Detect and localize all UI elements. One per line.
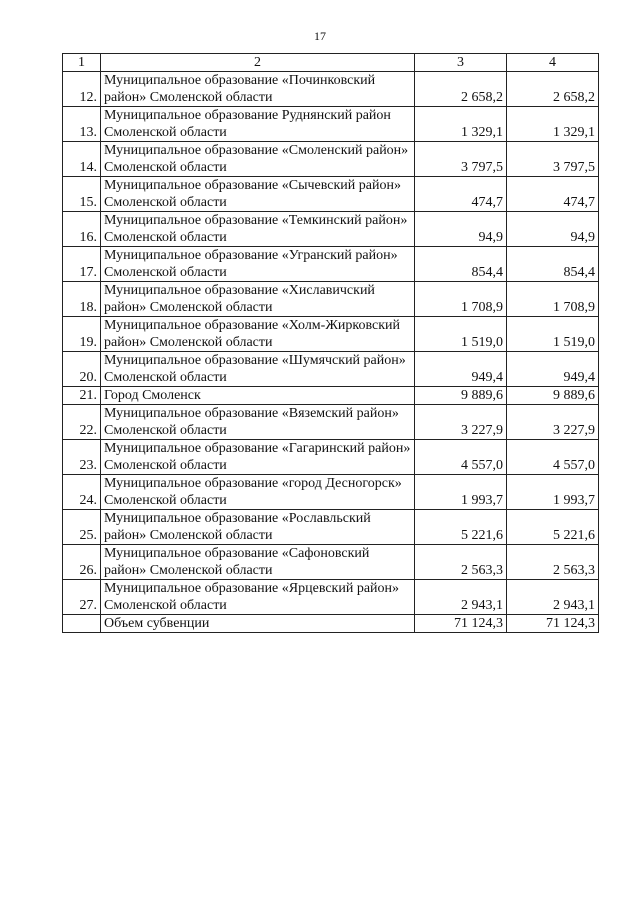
value-column-3: 2 563,3 — [415, 545, 507, 580]
table-row — [63, 352, 599, 387]
municipality-name: Город Смоленск — [101, 387, 415, 405]
table-row — [63, 545, 599, 580]
municipality-name: Муниципальное образование «Сычевский район» Смоленской области — [101, 177, 415, 212]
value-column-4: 1 993,7 — [507, 475, 599, 510]
value-column-4: 5 221,6 — [507, 510, 599, 545]
value-column-4: 1 329,1 — [507, 107, 599, 142]
table-row — [63, 177, 599, 212]
row-number: 27. — [63, 580, 101, 615]
value-column-3: 94,9 — [415, 212, 507, 247]
municipality-name: Муниципальное образование «Шумячский район» Смоленской области — [101, 352, 415, 387]
municipality-name: Муниципальное образование «город Десногорск» Смоленской области — [101, 475, 415, 510]
table-row — [63, 72, 599, 107]
table-body — [63, 72, 599, 633]
row-number: 14. — [63, 142, 101, 177]
value-column-4: 474,7 — [507, 177, 599, 212]
value-column-3: 3 227,9 — [415, 405, 507, 440]
row-number: 17. — [63, 247, 101, 282]
column-header-1: 1 — [63, 54, 101, 72]
value-column-3: 474,7 — [415, 177, 507, 212]
row-number: 16. — [63, 212, 101, 247]
row-number: 15. — [63, 177, 101, 212]
municipality-name: Объем субвенции — [101, 615, 415, 633]
row-number: 26. — [63, 545, 101, 580]
row-number: 13. — [63, 107, 101, 142]
value-column-4: 71 124,3 — [507, 615, 599, 633]
row-number: 22. — [63, 405, 101, 440]
value-column-3: 4 557,0 — [415, 440, 507, 475]
value-column-3: 5 221,6 — [415, 510, 507, 545]
value-column-3: 949,4 — [415, 352, 507, 387]
row-number — [63, 615, 101, 633]
row-number: 21. — [63, 387, 101, 405]
row-number: 19. — [63, 317, 101, 352]
row-number: 12. — [63, 72, 101, 107]
municipality-name: Муниципальное образование «Хиславичский район» Смоленской области — [101, 282, 415, 317]
table-header-row — [63, 54, 599, 72]
value-column-3: 1 708,9 — [415, 282, 507, 317]
table-row — [63, 142, 599, 177]
value-column-3: 2 943,1 — [415, 580, 507, 615]
municipality-name: Муниципальное образование «Сафоновский район» Смоленской области — [101, 545, 415, 580]
value-column-4: 949,4 — [507, 352, 599, 387]
value-column-3: 1 329,1 — [415, 107, 507, 142]
table-row — [63, 387, 599, 405]
value-column-4: 1 708,9 — [507, 282, 599, 317]
value-column-4: 94,9 — [507, 212, 599, 247]
subvention-table — [62, 53, 599, 633]
value-column-3: 1 993,7 — [415, 475, 507, 510]
municipality-name: Муниципальное образование «Вяземский район» Смоленской области — [101, 405, 415, 440]
municipality-name: Муниципальное образование «Смоленский район» Смоленской области — [101, 142, 415, 177]
municipality-name: Муниципальное образование «Холм-Жирковский район» Смоленской области — [101, 317, 415, 352]
value-column-4: 9 889,6 — [507, 387, 599, 405]
value-column-3: 3 797,5 — [415, 142, 507, 177]
value-column-4: 2 658,2 — [507, 72, 599, 107]
row-number: 24. — [63, 475, 101, 510]
page-number: 17 — [314, 29, 326, 43]
municipality-name: Муниципальное образование «Гагаринский район» Смоленской области — [101, 440, 415, 475]
table-row — [63, 107, 599, 142]
row-number: 18. — [63, 282, 101, 317]
table-row — [63, 282, 599, 317]
value-column-4: 2 943,1 — [507, 580, 599, 615]
municipality-name: Муниципальное образование «Темкинский район» Смоленской области — [101, 212, 415, 247]
municipality-name: Муниципальное образование Руднянский район Смоленской области — [101, 107, 415, 142]
value-column-4: 1 519,0 — [507, 317, 599, 352]
row-number: 23. — [63, 440, 101, 475]
table-row — [63, 615, 599, 633]
value-column-4: 3 227,9 — [507, 405, 599, 440]
row-number: 20. — [63, 352, 101, 387]
municipality-name: Муниципальное образование «Угранский район» Смоленской области — [101, 247, 415, 282]
column-header-3: 3 — [415, 54, 507, 72]
table-row — [63, 475, 599, 510]
table-row — [63, 405, 599, 440]
table-row — [63, 440, 599, 475]
value-column-4: 3 797,5 — [507, 142, 599, 177]
value-column-4: 854,4 — [507, 247, 599, 282]
table-row — [63, 212, 599, 247]
value-column-4: 2 563,3 — [507, 545, 599, 580]
table-row — [63, 317, 599, 352]
municipality-name: Муниципальное образование «Рославльский район» Смоленской области — [101, 510, 415, 545]
value-column-3: 2 658,2 — [415, 72, 507, 107]
value-column-3: 9 889,6 — [415, 387, 507, 405]
column-header-4: 4 — [507, 54, 599, 72]
municipality-name: Муниципальное образование «Ярцевский район» Смоленской области — [101, 580, 415, 615]
table-row — [63, 247, 599, 282]
municipality-name: Муниципальное образование «Починковский район» Смоленской области — [101, 72, 415, 107]
value-column-3: 854,4 — [415, 247, 507, 282]
table-row — [63, 580, 599, 615]
table-row — [63, 510, 599, 545]
value-column-3: 1 519,0 — [415, 317, 507, 352]
row-number: 25. — [63, 510, 101, 545]
column-header-2: 2 — [101, 54, 415, 72]
value-column-3: 71 124,3 — [415, 615, 507, 633]
value-column-4: 4 557,0 — [507, 440, 599, 475]
